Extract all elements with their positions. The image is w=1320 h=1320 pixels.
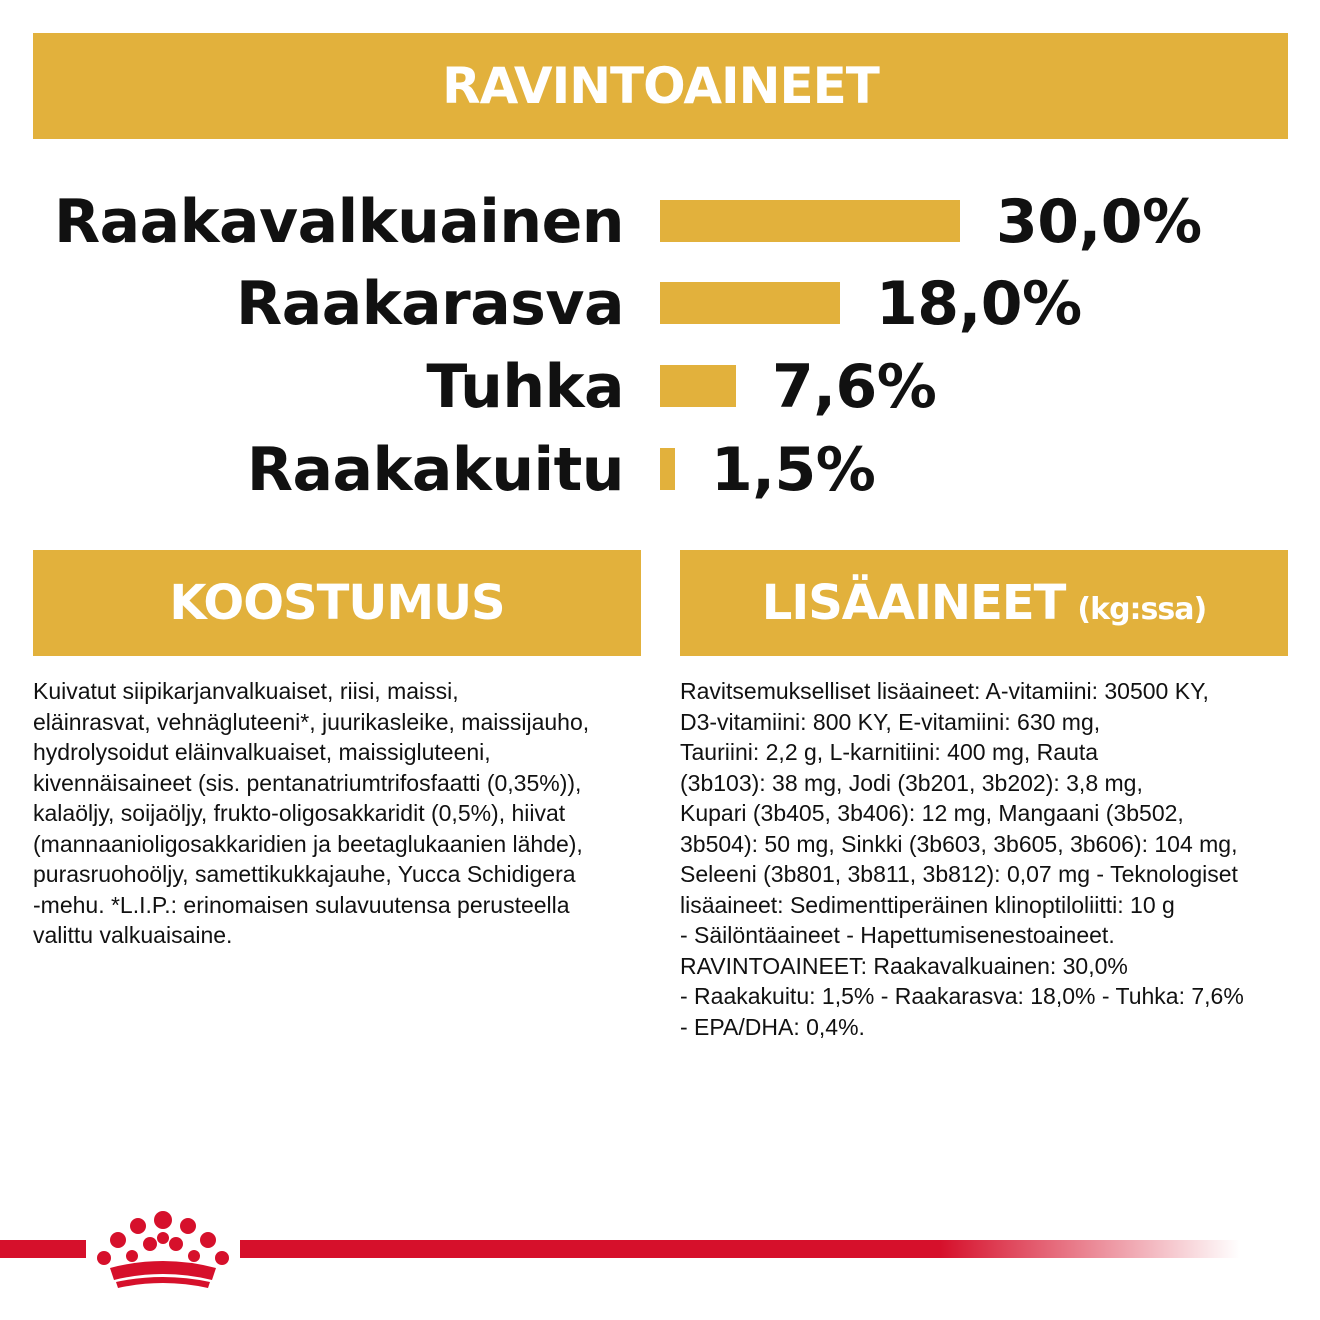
- nutrient-value: 30,0%: [996, 187, 1202, 257]
- additives-title: LISÄAINEET: [761, 575, 1066, 631]
- additives-text: Ravitsemukselliset lisäaineet: A-vitamiini: 30500 KY, D3-vitamiini: 800 KY, E-vitamiini: 630 mg, Tauriini: 2,2 g, L-karnitiini: 400 mg, Rauta (3b103): 38 mg, Jodi (3b201, 3b202): 3,8 mg, Kupari (3b405, 3b406): 12 mg, Mangaani (3b502, 3b504): 50 mg, Sinkki (3b603, 3b605, 3b606): 104 mg, Seleeni (3b801, 3b811, 3b812): 0,07 mg - Teknologiset lisäaineet: Sedimenttiperäinen klinoptiloliitti: 10 g - Säilöntäaineet - Hapettumisenestoaineet. RAVINTOAINEET: Raakavalkuainen: 30,0% - Raakakuitu: 1,5% - Raakarasva: 18,0% - Tuhka: 7,6% - EPA/DHA: 0,4%.: [680, 678, 1244, 1040]
- footer-line-left: [0, 1240, 86, 1258]
- nutrient-value: 7,6%: [772, 352, 937, 422]
- composition-title: KOOSTUMUS: [169, 575, 505, 631]
- composition-text: Kuivatut siipikarjanvalkuaiset, riisi, maissi, eläinrasvat, vehnägluteeni*, juurikasleike, maissijauho, hydrolysoidut eläinvalkuaiset, maissigluteeni, kivennäisaineet (sis. pentanatriumtrifosfaatti (0,35%)), kalaöljy, soijaöljy, frukto-oligosakkaridit (0,5%), hiivat (mannaanioligosakkaridien ja beetaglukaanien lähde), purasruohoöljy, samettikukkajauhe, Yucca Schidigera -mehu. *L.I.P.: erinomaisen sulavuutensa perusteella valittu valkuaisaine.: [33, 678, 590, 948]
- composition-banner: [33, 550, 641, 656]
- nutrient-bar: [660, 200, 960, 242]
- footer-line-right: [240, 1240, 1240, 1258]
- nutrient-bar: [660, 448, 675, 490]
- additives-title-suffix: (kg:ssa): [1077, 591, 1207, 627]
- additives-banner: [680, 550, 1288, 656]
- nutrient-bar: [660, 282, 840, 324]
- nutrient-value: 1,5%: [711, 435, 876, 505]
- nutrients-title: RAVINTOAINEET: [442, 57, 879, 115]
- nutrient-label: Tuhka: [426, 352, 624, 422]
- nutrient-label: Raakakuitu: [246, 435, 624, 505]
- nutrient-bar: [660, 365, 736, 407]
- crown-icon: [92, 1208, 234, 1292]
- nutrient-label: Raakarasva: [236, 269, 624, 339]
- nutrients-banner: [33, 33, 1288, 139]
- nutrient-value: 18,0%: [876, 269, 1082, 339]
- nutrient-label: Raakavalkuainen: [53, 187, 624, 257]
